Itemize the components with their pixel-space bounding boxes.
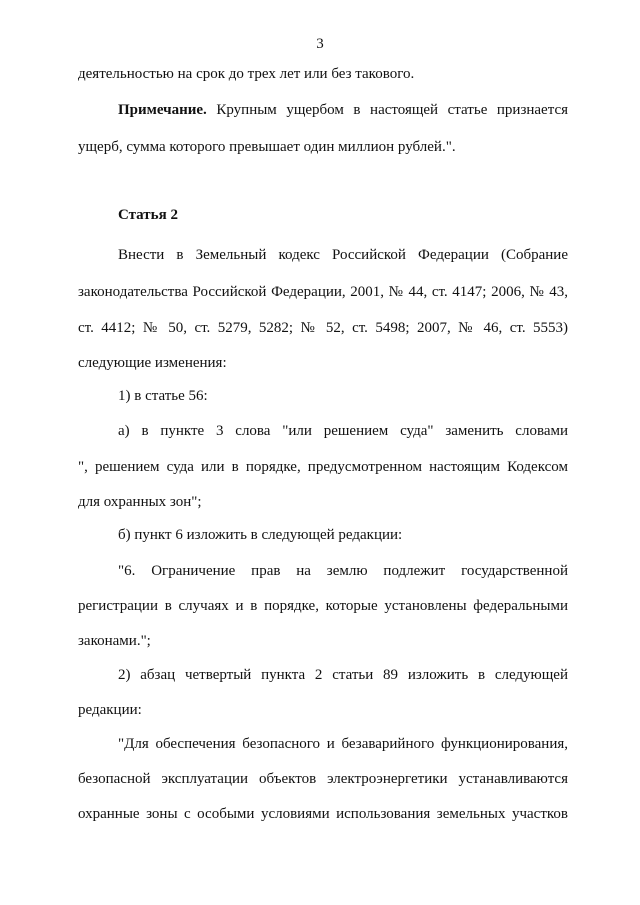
- page-number: 3: [316, 36, 324, 52]
- text-line: ", решением суда или в порядке, предусмотренном настоящим Кодексом: [78, 459, 568, 475]
- text-line: редакции:: [78, 702, 142, 718]
- note-text: Крупным ущербом в настоящей статье признается: [216, 102, 569, 118]
- text-line: а) в пункте 3 слова "или решением суда" заменить словами: [118, 423, 568, 439]
- text-line: 1) в статье 56:: [118, 388, 208, 404]
- text-line: б) пункт 6 изложить в следующей редакции:: [118, 527, 403, 543]
- text-line: 2) абзац четвертый пункта 2 статьи 89 изложить в следующей: [118, 667, 568, 683]
- text-line: деятельностью на срок до трех лет или без такового.: [78, 66, 415, 82]
- text-line: безопасной эксплуатации объектов электроэнергетики устанавливаются: [78, 771, 568, 787]
- article-heading: Статья 2: [118, 207, 178, 223]
- note-label: Примечание.: [118, 102, 207, 118]
- text-line: охранные зоны с особыми условиями использования земельных участков: [78, 806, 568, 822]
- note-paragraph: [118, 101, 568, 119]
- text-line: "Для обеспечения безопасного и безаварийного функционирования,: [118, 736, 568, 752]
- text-line: законами.";: [78, 633, 151, 649]
- text-line: следующие изменения:: [78, 355, 227, 371]
- text-line: ущерб, сумма которого превышает один миллион рублей.".: [78, 139, 456, 155]
- text-line: ст. 4412; № 50, ст. 5279, 5282; № 52, ст. 5498; 2007, № 46, ст. 5553): [78, 320, 568, 336]
- text-line: "6. Ограничение прав на землю подлежит государственной: [118, 563, 568, 579]
- text-line: регистрации в случаях и в порядке, которые установлены федеральными: [78, 598, 568, 614]
- text-line: для охранных зон";: [78, 494, 202, 510]
- text-line: Внести в Земельный кодекс Российской Федерации (Собрание: [118, 247, 568, 263]
- text-line: законодательства Российской Федерации, 2001, № 44, ст. 4147; 2006, № 43,: [78, 284, 568, 300]
